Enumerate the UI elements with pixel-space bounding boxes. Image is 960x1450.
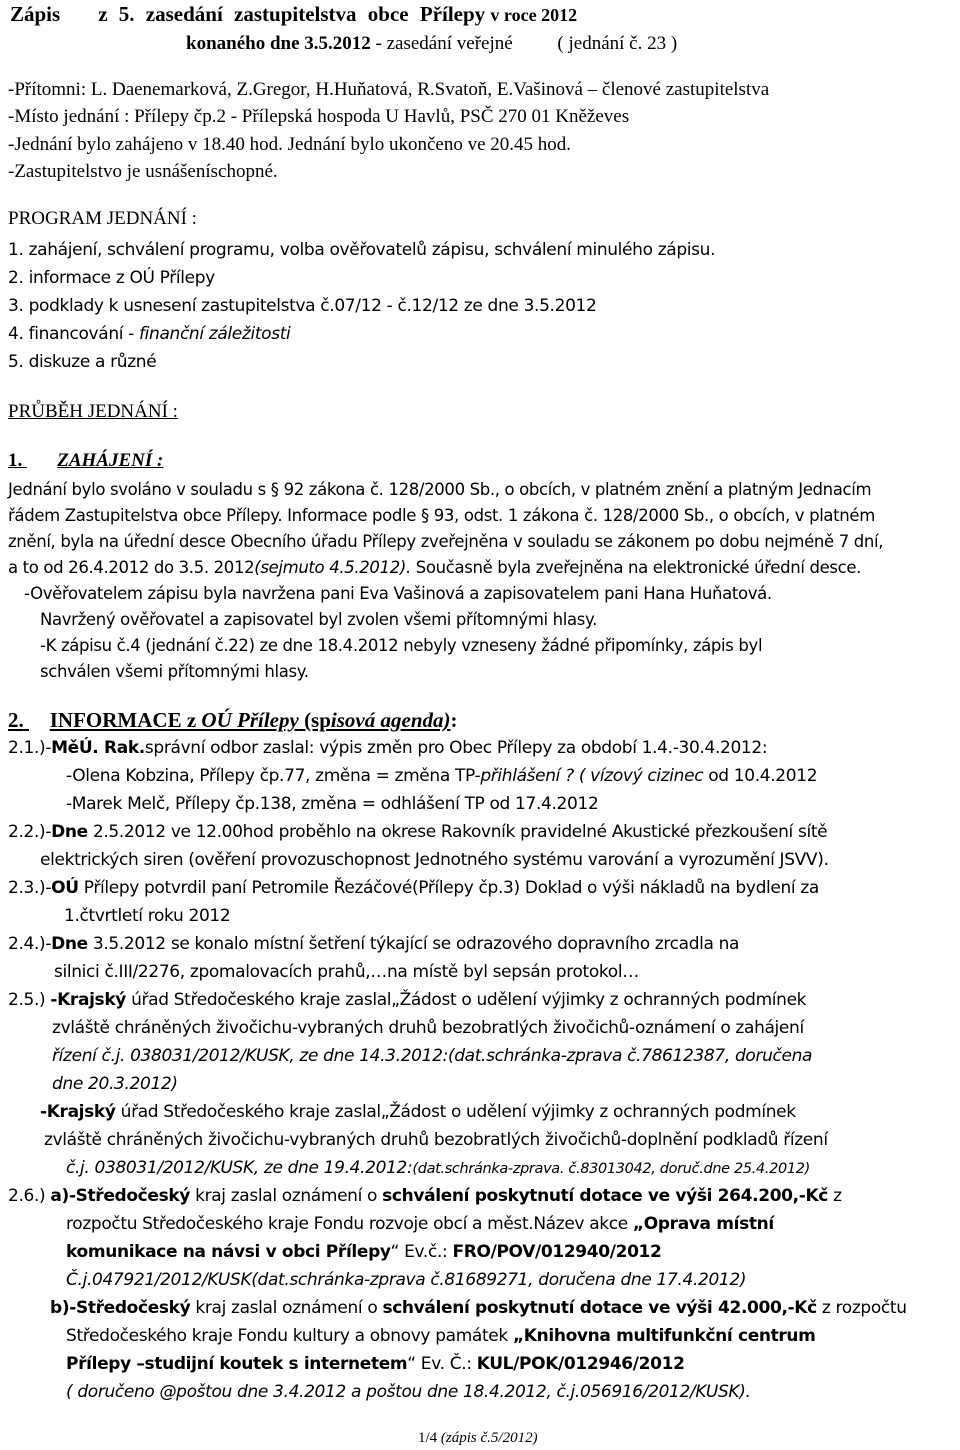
item-2-6b-line-3 (66, 1354, 685, 1374)
item-2-3-line-2: 1.čtvrtletí roku 2012 (64, 906, 231, 926)
item-2-5b-line-2: zvláště chráněných živočichu-vybraných druhů bezobratlých živočichů-doplnění podkladů řízení (44, 1130, 828, 1150)
program-item-1: 1. zahájení, schválení programu, volba ověřovatelů zápisu, schválení minulého zápisu. (8, 240, 716, 260)
item-2-6a-sender: a)-Středočeský (50, 1186, 191, 1206)
item-2-6b-grant: schválení poskytnutí dotace ve výši 42.000,-Kč (382, 1298, 817, 1318)
program-item-4-label: 4. financování - (8, 324, 140, 344)
item-2-3-number: 2.3.)- (8, 878, 52, 898)
item-2-5-delivery: (dat.schránka-zprava č.78612387, doručena (447, 1046, 813, 1066)
item-2-6a-ev-label: “ Ev.č.: (390, 1242, 453, 1262)
page-number: 1/4 (418, 1430, 438, 1446)
item-2-5-number: 2.5.) (8, 990, 51, 1010)
present-members: -Přítomni: L. Daenemarková, Z.Gregor, H.Huňatová, R.Svatoň, E.Vašinová – členové zastupitelstva (8, 79, 770, 100)
section-2-agenda: isová agenda) (330, 708, 451, 732)
item-2-1-person-1-date: od 10.4.2012 (703, 766, 818, 786)
document-subtitle (186, 33, 677, 55)
verifier-line-1: -Ověřovatelem zápisu byla navržena pani Eva Vašinová a zapisovatelem pani Hana Huňatová. (24, 584, 772, 603)
section-2-office: OÚ Přílepy (201, 708, 299, 732)
section-1-heading (8, 450, 163, 472)
section-2-colon: : (450, 708, 458, 732)
item-2-6b-text: kraj zaslal oznámení o (190, 1298, 383, 1318)
item-2-5-line-4: dne 20.3.2012) (52, 1074, 178, 1094)
section-1-text-line-1: Jednání bylo svoláno v souladu s § 92 zákona č. 128/2000 Sb., o obcích, v platném znění a platným Jednacím (8, 480, 872, 499)
item-2-6a-action-name-cont: komunikace na návsi v obci Přílepy (66, 1242, 391, 1262)
section-1-number: 1. (8, 450, 23, 471)
item-2-6b-budget: z rozpočtu (816, 1298, 907, 1318)
item-2-1-text: správní odbor zaslal: výpis změn pro Obec Přílepy za období 1.4.-30.4.2012: (144, 738, 768, 758)
item-2-6a-text: kraj zaslal oznámení o (190, 1186, 383, 1206)
item-2-6b-sender: b)-Středočeský (50, 1298, 191, 1318)
item-2-2-number: 2.2.)- (8, 822, 52, 842)
item-2-6b-ev-label: “ Ev. Č.: (407, 1354, 477, 1374)
item-2-6a-grant: schválení poskytnutí dotace ve výši 264.200,-Kč (382, 1186, 829, 1206)
item-2-6a-line-2 (66, 1214, 774, 1234)
progress-heading: PRŮBĚH JEDNÁNÍ : (8, 401, 178, 422)
previous-minutes-line-1: -K zápisu č.4 (jednání č.22) ze dne 18.4.2012 nebyly vzneseny žádné připomínky, zápis byl (40, 636, 763, 655)
item-2-6b-ev-number: KUL/POK/012946/2012 (476, 1354, 685, 1374)
item-2-4-label: Dne (51, 934, 88, 954)
title-year: v roce 2012 (490, 5, 578, 25)
meeting-time: -Jednání bylo zahájeno v 18.40 hod. Jednání bylo ukončeno ve 20.45 hod. (8, 134, 572, 155)
document-title (10, 2, 577, 27)
item-2-3-line-1 (8, 878, 819, 898)
section-1-text-line-3: znění, byla na úřední desce Obecního úřadu Přílepy zveřejněna v souladu se zákonem po dobu nejméně 7 dní, (8, 532, 884, 551)
item-2-1-person-1: -Olena Kobzina, Přílepy čp.77, změna = změna TP- (66, 766, 481, 786)
verifier-line-2: Navržený ověřovatel a zapisovatel byl zvolen všemi přítomnými hlasy. (40, 610, 597, 629)
item-2-4-text: 3.5.2012 se konalo místní šetření týkající se odrazového dopravního zrcadla na (87, 934, 740, 954)
item-2-6b-line-4: ( doručeno @poštou dne 3.4.2012 a poštou dne 18.4.2012, č.j.056916/2012/KUSK). (66, 1382, 751, 1402)
electronic-notice: Současně byla zveřejněna na elektronické úřední desce. (410, 558, 862, 577)
section-1-text-line-2: řádem Zastupitelstva obce Přílepy. Informace podle § 93, odst. 1 zákona č. 128/2000 Sb., o obcích, v platném (8, 506, 875, 525)
program-item-4-detail: finanční záležitosti (139, 324, 291, 344)
item-2-1-number: 2.1.)- (8, 738, 52, 758)
item-2-6a-z: z (828, 1186, 842, 1206)
program-item-5: 5. diskuze a různé (8, 352, 157, 372)
item-2-3-label: OÚ (51, 878, 79, 898)
title-meeting: z 5. zasedání zastupitelstva obce Přílepy (98, 2, 486, 26)
item-2-1-line-1 (8, 738, 767, 758)
meeting-number: ( jednání č. 23 ) (557, 33, 678, 54)
footer-note: (zápis č.5/2012) (440, 1430, 538, 1446)
item-2-6b-action-name: „Knihovna multifunkční centrum (512, 1326, 816, 1346)
item-2-1-person-1-note: přihlášení ? ( vízový cizinec (480, 766, 704, 786)
meeting-type: - zasedání veřejné (375, 33, 513, 54)
removal-date: (sejmuto 4.5.2012). (254, 558, 411, 577)
item-2-3-text: Přílepy potvrdil paní Petromile Řezáčové(Přílepy čp.3) Doklad o výši nákladů na bydlení za (78, 878, 819, 898)
program-item-3: 3. podklady k usnesení zastupitelstva č.07/12 - č.12/12 ze dne 3.5.2012 (8, 296, 597, 316)
item-2-6b-line-2 (66, 1326, 816, 1346)
publish-period: a to od 26.4.2012 do 3.5. 2012 (8, 558, 255, 577)
item-2-6b-line-1 (50, 1298, 907, 1318)
quorum-status: -Zastupitelstvo je usnášeníschopné. (8, 161, 278, 182)
section-2-paren: (sp (298, 708, 331, 732)
item-2-6a-action-name: „Oprava místní (632, 1214, 774, 1234)
item-2-2-line-2: elektrických siren (ověření provozuschopnost Jednotného systému varování a vyrozumění JSVV). (40, 850, 829, 870)
item-2-5-reference: řízení č.j. 038031/2012/KUSK, ze dne 14.3.2012: (52, 1046, 448, 1066)
item-2-6a-ev-number: FRO/POV/012940/2012 (452, 1242, 662, 1262)
item-2-2-label: Dne (51, 822, 88, 842)
item-2-6a-action-label: Název akce (533, 1214, 633, 1234)
item-2-5-sender: -Krajský (50, 990, 127, 1010)
previous-minutes-line-2: schválen všemi přítomnými hlasy. (40, 662, 309, 681)
item-2-6-number: 2.6.) (8, 1186, 51, 1206)
section-1-title: ZAHÁJENÍ : (57, 450, 164, 471)
section-2-number: 2. (8, 708, 24, 732)
program-heading: PROGRAM JEDNÁNÍ : (8, 208, 197, 229)
item-2-4-line-1 (8, 934, 739, 954)
item-2-6b-action-name-cont: Přílepy –studijní koutek s internetem (66, 1354, 408, 1374)
section-1-text-line-4 (8, 558, 861, 577)
item-2-5-text: úřad Středočeského kraje zaslal„Žádost o udělení výjimky z ochranných podmínek (126, 990, 807, 1010)
item-2-4-line-2: silnici č.III/2276, zpomalovacích prahů,…na místě byl sepsán protokol… (54, 962, 639, 982)
item-2-5b-reference: č.j. 038031/2012/KUSK, ze dne 19.4.2012: (66, 1158, 413, 1178)
item-2-1-sender: MěÚ. Rak. (51, 738, 145, 758)
item-2-5-line-1 (8, 990, 806, 1010)
section-2-title: INFORMACE z (49, 708, 202, 732)
meeting-date: konaného dne 3.5.2012 (186, 33, 371, 54)
item-2-2-text: 2.5.2012 ve 12.00hod proběhlo na okrese Rakovník pravidelné Akustické přezkoušení sítě (87, 822, 828, 842)
item-2-6a-line-4: Č.j.047921/2012/KUSK(dat.schránka-zprava č.81689271, doručena dne 17.4.2012) (66, 1270, 747, 1290)
item-2-6a-fund: rozpočtu Středočeského kraje Fondu rozvoje obcí a měst. (66, 1214, 534, 1234)
program-item-2: 2. informace z OÚ Přílepy (8, 268, 215, 288)
page-footer (418, 1430, 538, 1447)
item-2-1-line-3: -Marek Melč, Přílepy čp.138, změna = odhlášení TP od 17.4.2012 (66, 794, 599, 814)
item-2-5b-line-1 (40, 1102, 796, 1122)
item-2-5-line-3 (52, 1046, 812, 1066)
item-2-6a-line-1 (8, 1186, 842, 1206)
section-2-heading (8, 708, 458, 733)
item-2-5b-sender: -Krajský (40, 1102, 116, 1122)
item-2-6b-fund: Středočeského kraje Fondu kultury a obnovy památek (66, 1326, 513, 1346)
item-2-5b-delivery: (dat.schránka-zprava. č.83013042, doruč.dne 25.4.2012) (412, 1161, 810, 1177)
item-2-5b-text: úřad Středočeského kraje zaslal„Žádost o udělení výjimky z ochranných podmínek (115, 1102, 796, 1122)
item-2-5b-line-3 (66, 1158, 810, 1178)
item-2-1-line-2 (66, 766, 817, 786)
item-2-5-line-2: zvláště chráněných živočichu-vybraných druhů bezobratlých živočichů-oznámení o zahájení (52, 1018, 804, 1038)
item-2-2-line-1 (8, 822, 827, 842)
program-item-4 (8, 324, 290, 344)
meeting-place: -Místo jednání : Přílepy čp.2 - Přílepská hospoda U Havlů, PSČ 270 01 Kněževes (8, 106, 630, 127)
title-zapis: Zápis (10, 2, 61, 26)
item-2-4-number: 2.4.)- (8, 934, 52, 954)
item-2-6a-line-3 (66, 1242, 662, 1262)
